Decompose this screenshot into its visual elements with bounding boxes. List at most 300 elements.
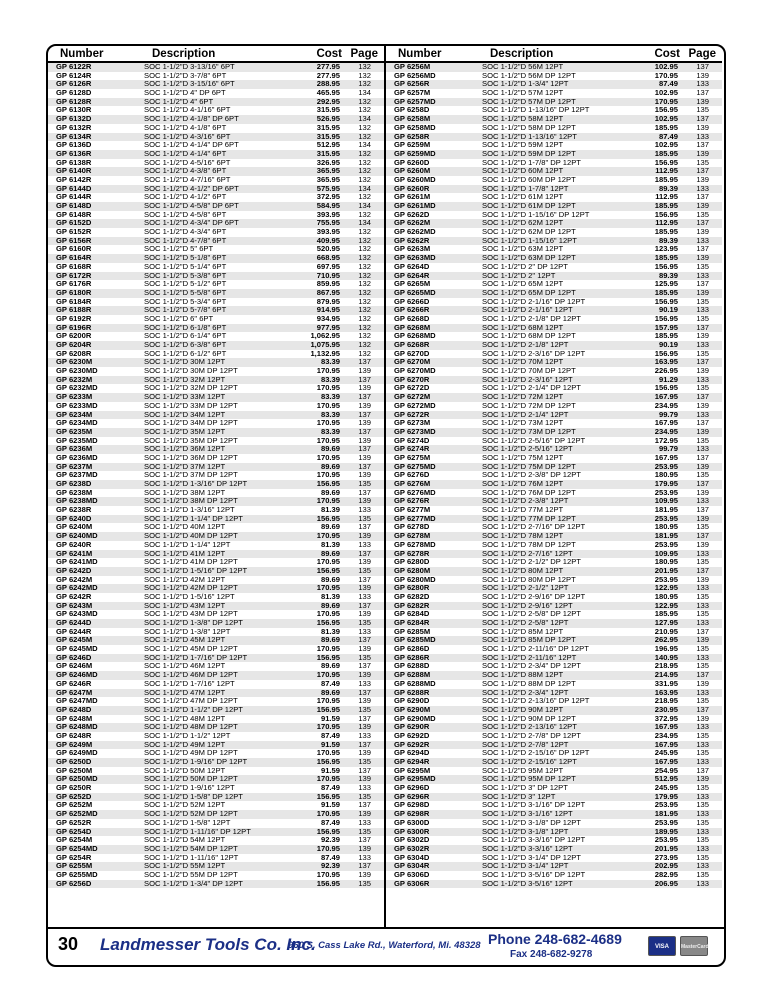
part-description: SOC 1-1/2"D 80M 12PT	[482, 565, 564, 575]
part-page: 139	[358, 869, 371, 879]
part-description: SOC 1-1/2"D 40M DP 12PT	[144, 531, 238, 541]
part-description: SOC 1-1/2"D 2-7/8" DP 12PT	[482, 730, 581, 740]
part-description: SOC 1-1/2"D 2-1/2" 12PT	[482, 583, 569, 593]
page-footer	[48, 927, 724, 965]
part-number: GP 6268D	[394, 313, 430, 323]
right-table-header	[386, 46, 722, 63]
part-cost: 180.95	[654, 522, 678, 532]
part-number: GP 6286R	[394, 652, 430, 662]
part-number: GP 6254R	[56, 852, 92, 862]
part-number: GP 6302D	[394, 835, 430, 845]
part-description: SOC 1-1/2"D 58M 12PT	[482, 114, 564, 124]
part-description: SOC 1-1/2"D 3-1/16" 12PT	[482, 809, 573, 819]
part-cost: 170.95	[316, 366, 340, 376]
part-page: 135	[696, 783, 709, 793]
part-number: GP 6276MD	[394, 487, 436, 497]
part-cost: 167.95	[654, 739, 678, 749]
part-description: SOC 1-1/2"D 3-5/16" 12PT	[482, 878, 573, 888]
part-description: SOC 1-1/2"D 1-5/16" DP 12PT	[144, 565, 248, 575]
header-number: Number	[60, 48, 104, 60]
part-description: SOC 1-1/2"D 5" 6PT	[144, 244, 214, 254]
part-page: 132	[358, 296, 371, 306]
part-cost: 156.95	[316, 791, 340, 801]
part-description: SOC 1-1/2"D 3-3/16" DP 12PT	[482, 835, 586, 845]
part-description: SOC 1-1/2"D 4-1/8" DP 6PT	[144, 114, 239, 124]
part-page: 137	[696, 62, 709, 71]
part-number: GP 6243M	[56, 600, 93, 610]
part-page: 135	[696, 296, 709, 306]
part-cost: 83.39	[320, 374, 340, 384]
part-description: SOC 1-1/2"D 6-3/8" 6PT	[144, 340, 227, 349]
header-cost: Cost	[654, 48, 680, 60]
part-cost: 210.95	[654, 626, 678, 636]
part-description: SOC 1-1/2"D 2-15/16" DP 12PT	[482, 748, 590, 758]
part-number: GP 6282R	[394, 600, 430, 610]
part-number: GP 6240M	[56, 522, 93, 532]
part-cost: 253.95	[654, 539, 678, 549]
part-page: 132	[358, 305, 371, 315]
part-number: GP 6136R	[56, 148, 92, 158]
part-number: GP 6244D	[56, 618, 92, 627]
part-number: GP 6256MD	[394, 70, 436, 80]
part-description: SOC 1-1/2"D 2-15/16" 12PT	[482, 757, 577, 766]
part-cost: 167.95	[654, 452, 678, 462]
part-description: SOC 1-1/2"D 90M 12PT	[482, 704, 564, 714]
part-cost: 331.95	[654, 678, 678, 688]
part-description: SOC 1-1/2"D 85M DP 12PT	[482, 635, 576, 645]
part-description: SOC 1-1/2"D 73M 12PT	[482, 418, 564, 428]
part-number: GP 6246M	[56, 661, 93, 671]
part-description: SOC 1-1/2"D 70M 12PT	[482, 357, 564, 367]
part-number: GP 6132R	[56, 122, 92, 132]
part-number: GP 6262D	[394, 209, 430, 219]
part-page: 137	[696, 479, 709, 488]
part-number: GP 6238MD	[56, 496, 98, 506]
part-description: SOC 1-1/2"D 4" DP 6PT	[144, 88, 226, 98]
part-page: 133	[696, 722, 709, 732]
part-number: GP 6260R	[394, 183, 430, 193]
part-page: 139	[358, 722, 371, 732]
part-cost: 512.95	[316, 140, 340, 150]
part-number: GP 6256M	[394, 62, 431, 71]
price-tables	[48, 46, 724, 927]
part-page: 135	[358, 757, 371, 766]
part-cost: 218.95	[654, 661, 678, 671]
part-page: 137	[696, 670, 709, 680]
part-number: GP 6274D	[394, 435, 430, 445]
part-number: GP 6237M	[56, 461, 93, 471]
part-description: SOC 1-1/2"D 6-1/2" 6PT	[144, 348, 227, 358]
part-description: SOC 1-1/2"D 6-1/4" 6PT	[144, 331, 227, 341]
part-page: 139	[358, 383, 371, 393]
part-page: 135	[696, 591, 709, 601]
part-number: GP 6242M	[56, 574, 93, 584]
part-cost: 172.95	[654, 435, 678, 445]
part-number: GP 6196R	[56, 322, 92, 332]
part-page: 139	[358, 418, 371, 428]
part-cost: 170.95	[316, 557, 340, 567]
part-page: 133	[696, 809, 709, 819]
part-page: 135	[696, 852, 709, 862]
part-number: GP 6280M	[394, 565, 431, 575]
part-description: SOC 1-1/2"D 1-5/8" DP 12PT	[144, 791, 243, 801]
part-cost: 99.79	[658, 444, 678, 454]
part-cost: 89.39	[658, 235, 678, 245]
part-cost: 163.95	[654, 687, 678, 697]
part-page: 132	[358, 62, 371, 71]
part-page: 139	[696, 287, 709, 297]
part-description: SOC 1-1/2"D 4-5/16" 6PT	[144, 157, 231, 167]
part-page: 137	[358, 739, 371, 749]
part-cost: 934.95	[316, 313, 340, 323]
part-description: SOC 1-1/2"D 55M DP 12PT	[144, 869, 238, 879]
part-number: GP 6272M	[394, 392, 431, 402]
part-description: SOC 1-1/2"D 2-5/16" DP 12PT	[482, 435, 586, 445]
part-page: 139	[358, 696, 371, 706]
part-number: GP 6249M	[56, 739, 93, 749]
table-row	[386, 880, 722, 889]
part-description: SOC 1-1/2"D 2-1/4" DP 12PT	[482, 383, 581, 393]
part-description: SOC 1-1/2"D 4-3/4" DP 6PT	[144, 218, 239, 228]
part-page: 135	[358, 513, 371, 523]
part-description: SOC 1-1/2"D 65M 12PT	[482, 279, 564, 289]
part-cost: 253.95	[654, 513, 678, 523]
part-description: SOC 1-1/2"D 48M DP 12PT	[144, 722, 238, 732]
part-cost: 167.95	[654, 392, 678, 402]
company-address: 960 S. Cass Lake Rd., Waterford, Mi. 48328	[288, 940, 481, 951]
part-description: SOC 1-1/2"D 38M 12PT	[144, 487, 226, 497]
part-page: 135	[696, 800, 709, 810]
part-description: SOC 1-1/2"D 54M DP 12PT	[144, 843, 238, 853]
part-cost: 109.95	[654, 548, 678, 558]
part-page: 137	[358, 444, 371, 454]
part-description: SOC 1-1/2"D 2-9/16" 12PT	[482, 600, 573, 610]
part-page: 139	[358, 531, 371, 541]
part-cost: 156.95	[316, 757, 340, 766]
part-page: 139	[696, 774, 709, 784]
part-page: 137	[358, 357, 371, 367]
part-description: SOC 1-1/2"D 61M 12PT	[482, 192, 564, 202]
part-cost: 170.95	[316, 435, 340, 445]
part-description: SOC 1-1/2"D 2-11/16" DP 12PT	[482, 644, 589, 654]
part-page: 139	[358, 670, 371, 680]
part-description: SOC 1-1/2"D 59M 12PT	[482, 140, 564, 150]
part-description: SOC 1-1/2"D 57M DP 12PT	[482, 96, 576, 106]
part-number: GP 6306R	[394, 878, 430, 888]
part-description: SOC 1-1/2"D 2-7/8" 12PT	[482, 739, 569, 749]
part-cost: 156.95	[654, 313, 678, 323]
part-description: SOC 1-1/2"D 2-1/8" 12PT	[482, 340, 569, 349]
part-page: 135	[696, 817, 709, 827]
part-description: SOC 1-1/2"D 4-1/4" 6PT	[144, 148, 227, 158]
part-description: SOC 1-1/2"D 65M DP 12PT	[482, 287, 576, 297]
part-number: GP 6272R	[394, 409, 430, 419]
part-page: 137	[696, 765, 709, 775]
part-number: GP 6272D	[394, 383, 430, 393]
part-page: 132	[358, 340, 371, 349]
part-cost: 170.95	[316, 722, 340, 732]
part-number: GP 6270D	[394, 348, 430, 358]
part-description: SOC 1-1/2"D 63M DP 12PT	[482, 253, 576, 263]
company-name: Landmesser Tools Co. Inc.	[100, 935, 316, 954]
part-number: GP 6275M	[394, 452, 431, 462]
part-cost: 109.95	[654, 496, 678, 506]
part-page: 133	[696, 548, 709, 558]
part-cost: 157.95	[654, 322, 678, 332]
part-page: 133	[696, 270, 709, 280]
part-description: SOC 1-1/2"D 4-5/8" DP 6PT	[144, 201, 239, 210]
part-page: 135	[696, 261, 709, 271]
part-description: SOC 1-1/2"D 4-1/2" 6PT	[144, 192, 227, 202]
part-cost: 170.95	[316, 470, 340, 480]
part-cost: 226.95	[654, 366, 678, 376]
part-number: GP 6134R	[56, 131, 92, 141]
part-cost: 512.95	[654, 774, 678, 784]
part-number: GP 6295MD	[394, 774, 436, 784]
part-number: GP 6232MD	[56, 383, 98, 393]
part-page: 132	[358, 166, 371, 176]
part-page: 134	[358, 183, 371, 193]
part-page: 132	[358, 148, 371, 158]
part-page: 139	[696, 331, 709, 341]
part-number: GP 6290D	[394, 696, 430, 706]
part-description: SOC 1-1/2"D 1-3/8" DP 12PT	[144, 618, 243, 627]
part-number: GP 6254D	[56, 826, 92, 836]
part-number: GP 6266D	[394, 296, 430, 306]
part-page: 133	[696, 444, 709, 454]
part-cost: 185.95	[654, 122, 678, 132]
part-page: 137	[358, 374, 371, 384]
part-number: GP 6265MD	[394, 287, 436, 297]
part-page: 139	[696, 253, 709, 263]
part-cost: 89.69	[320, 635, 340, 645]
part-page: 137	[696, 357, 709, 367]
part-page: 137	[358, 661, 371, 671]
part-cost: 315.95	[316, 122, 340, 132]
part-page: 139	[358, 748, 371, 758]
part-page: 135	[696, 835, 709, 845]
part-number: GP 6232M	[56, 374, 93, 384]
part-cost: 91.59	[320, 765, 340, 775]
part-description: SOC 1-1/2"D 3-1/4" DP 12PT	[482, 852, 581, 862]
part-cost: 253.95	[654, 487, 678, 497]
part-page: 132	[358, 313, 371, 323]
part-page: 135	[696, 869, 709, 879]
part-page: 134	[358, 218, 371, 228]
part-page: 133	[696, 374, 709, 384]
part-page: 132	[358, 279, 371, 289]
part-cost: 710.95	[316, 270, 340, 280]
part-cost: 1,132.95	[310, 348, 340, 358]
part-description: SOC 1-1/2"D 47M DP 12PT	[144, 696, 238, 706]
part-page: 139	[358, 774, 371, 784]
part-description: SOC 1-1/2"D 2-9/16" DP 12PT	[482, 591, 586, 601]
part-number: GP 6265M	[394, 279, 431, 289]
part-description: SOC 1-1/2"D 33M DP 12PT	[144, 400, 238, 410]
part-description: SOC 1-1/2"D 1-11/16" 12PT	[144, 852, 239, 862]
part-description: SOC 1-1/2"D 70M DP 12PT	[482, 366, 576, 376]
part-cost: 89.39	[658, 270, 678, 280]
part-cost: 170.95	[316, 583, 340, 593]
part-cost: 81.39	[320, 626, 340, 636]
part-page: 133	[696, 183, 709, 193]
part-page: 135	[696, 348, 709, 358]
part-cost: 409.95	[316, 235, 340, 245]
part-page: 139	[358, 435, 371, 445]
part-number: GP 6240D	[56, 513, 92, 523]
part-number: GP 6240R	[56, 539, 92, 549]
part-description: SOC 1-1/2"D 1-5/16" 12PT	[144, 591, 235, 601]
part-description: SOC 1-1/2"D 2-3/8" DP 12PT	[482, 470, 581, 480]
part-page: 135	[696, 157, 709, 167]
part-description: SOC 1-1/2"D 3-5/16" DP 12PT	[482, 869, 586, 879]
part-cost: 127.95	[654, 618, 678, 627]
part-number: GP 6245M	[56, 635, 93, 645]
part-description: SOC 1-1/2"D 5-3/4" 6PT	[144, 296, 227, 306]
part-number: GP 6258MD	[394, 122, 436, 132]
part-description: SOC 1-1/2"D 5-7/8" 6PT	[144, 305, 227, 315]
part-page: 133	[696, 409, 709, 419]
part-cost: 112.95	[655, 166, 678, 176]
part-number: GP 6285MD	[394, 635, 436, 645]
part-number: GP 6246MD	[56, 670, 98, 680]
part-description: SOC 1-1/2"D 90M DP 12PT	[482, 713, 576, 723]
part-cost: 253.95	[654, 817, 678, 827]
part-number: GP 6266R	[394, 305, 430, 315]
part-page: 135	[696, 209, 709, 219]
part-number: GP 6230M	[56, 357, 93, 367]
part-number: GP 6138R	[56, 157, 92, 167]
part-description: SOC 1-1/2"D 1-5/8" 12PT	[144, 817, 231, 827]
part-cost: 91.29	[658, 374, 678, 384]
part-description: SOC 1-1/2"D 2-3/16" 12PT	[482, 374, 573, 384]
part-page: 139	[358, 644, 371, 654]
part-page: 132	[358, 270, 371, 280]
part-cost: 185.95	[654, 174, 678, 184]
part-cost: 167.95	[654, 418, 678, 428]
part-description: SOC 1-1/2"D 4-7/8" 6PT	[144, 235, 227, 245]
part-number: GP 6260M	[394, 166, 431, 176]
part-number: GP 6252MD	[56, 809, 98, 819]
part-cost: 234.95	[654, 426, 678, 436]
part-number: GP 6258D	[394, 105, 430, 115]
part-description: SOC 1-1/2"D 73M DP 12PT	[482, 426, 576, 436]
part-page: 135	[696, 730, 709, 740]
part-page: 135	[696, 313, 709, 323]
part-description: SOC 1-1/2"D 2-1/8" DP 12PT	[482, 313, 581, 323]
visa-card-icon: VISA	[648, 936, 676, 956]
part-number: GP 6280MD	[394, 574, 436, 584]
part-number: GP 6126R	[56, 79, 92, 89]
part-cost: 156.95	[316, 878, 340, 888]
part-page: 137	[696, 418, 709, 428]
part-cost: 201.95	[654, 843, 678, 853]
part-page: 137	[696, 452, 709, 462]
part-page: 135	[696, 748, 709, 758]
part-cost: 977.95	[316, 322, 340, 332]
part-number: GP 6302R	[394, 843, 430, 853]
part-description: SOC 1-1/2"D 3-15/16" 6PT	[144, 79, 235, 89]
part-cost: 189.95	[654, 826, 678, 836]
part-description: SOC 1-1/2"D 30M DP 12PT	[144, 366, 238, 376]
part-cost: 668.95	[316, 253, 340, 263]
part-description: SOC 1-1/2"D 40M 12PT	[144, 522, 226, 532]
part-page: 135	[358, 618, 371, 627]
part-cost: 245.95	[654, 783, 678, 793]
part-cost: 914.95	[316, 305, 340, 315]
part-cost: 87.49	[320, 730, 340, 740]
part-description: SOC 1-1/2"D 2-3/4" DP 12PT	[482, 661, 581, 671]
part-number: GP 6236MD	[56, 452, 98, 462]
part-cost: 112.95	[655, 192, 678, 202]
part-cost: 180.95	[654, 591, 678, 601]
part-page: 139	[696, 148, 709, 158]
part-cost: 315.95	[316, 105, 340, 115]
part-cost: 185.95	[654, 331, 678, 341]
part-page: 132	[358, 244, 371, 254]
part-cost: 292.95	[316, 96, 340, 106]
part-number: GP 6142R	[56, 174, 92, 184]
part-cost: 584.95	[316, 201, 340, 210]
part-number: GP 6243MD	[56, 609, 98, 619]
part-number: GP 6263MD	[394, 253, 436, 263]
part-page: 132	[358, 157, 371, 167]
part-page: 137	[358, 835, 371, 845]
part-page: 137	[358, 548, 371, 558]
part-page: 139	[358, 496, 371, 506]
part-number: GP 6262M	[394, 218, 431, 228]
part-cost: 92.39	[320, 835, 340, 845]
header-page: Page	[688, 48, 716, 60]
part-page: 137	[696, 279, 709, 289]
part-description: SOC 1-1/2"D 68M 12PT	[482, 322, 564, 332]
part-number: GP 6258R	[394, 131, 430, 141]
part-cost: 185.95	[654, 201, 678, 210]
part-description: SOC 1-1/2"D 2-1/2" DP 12PT	[482, 557, 581, 567]
part-description: SOC 1-1/2"D 52M 12PT	[144, 800, 226, 810]
part-page: 139	[358, 366, 371, 376]
part-cost: 81.39	[320, 591, 340, 601]
part-description: SOC 1-1/2"D 1-13/16" DP 12PT	[482, 105, 590, 115]
part-number: GP 6172R	[56, 270, 92, 280]
part-description: SOC 1-1/2"D 3" 12PT	[482, 791, 556, 801]
part-page: 133	[696, 305, 709, 315]
part-description: SOC 1-1/2"D 2-7/16" DP 12PT	[482, 522, 586, 532]
part-page: 137	[358, 426, 371, 436]
part-number: GP 6259M	[394, 140, 431, 150]
part-number: GP 6278M	[394, 531, 431, 541]
part-page: 139	[696, 678, 709, 688]
part-number: GP 6295M	[394, 765, 431, 775]
part-page: 135	[696, 557, 709, 567]
part-number: GP 6188R	[56, 305, 92, 315]
part-number: GP 6288MD	[394, 678, 436, 688]
part-page: 135	[358, 791, 371, 801]
part-cost: 206.95	[654, 878, 678, 888]
part-number: GP 6294R	[394, 757, 430, 766]
part-page: 139	[696, 201, 709, 210]
part-cost: 156.95	[316, 652, 340, 662]
part-description: SOC 1-1/2"D 1-7/16" DP 12PT	[144, 652, 248, 662]
part-cost: 89.39	[658, 183, 678, 193]
part-number: GP 6288D	[394, 661, 430, 671]
part-description: SOC 1-1/2"D 2-3/8" 12PT	[482, 496, 569, 506]
part-page: 133	[358, 783, 371, 793]
part-number: GP 6276D	[394, 470, 430, 480]
part-description: SOC 1-1/2"D 2-1/16" DP 12PT	[482, 296, 586, 306]
part-description: SOC 1-1/2"D 78M DP 12PT	[482, 539, 576, 549]
part-page: 139	[358, 843, 371, 853]
